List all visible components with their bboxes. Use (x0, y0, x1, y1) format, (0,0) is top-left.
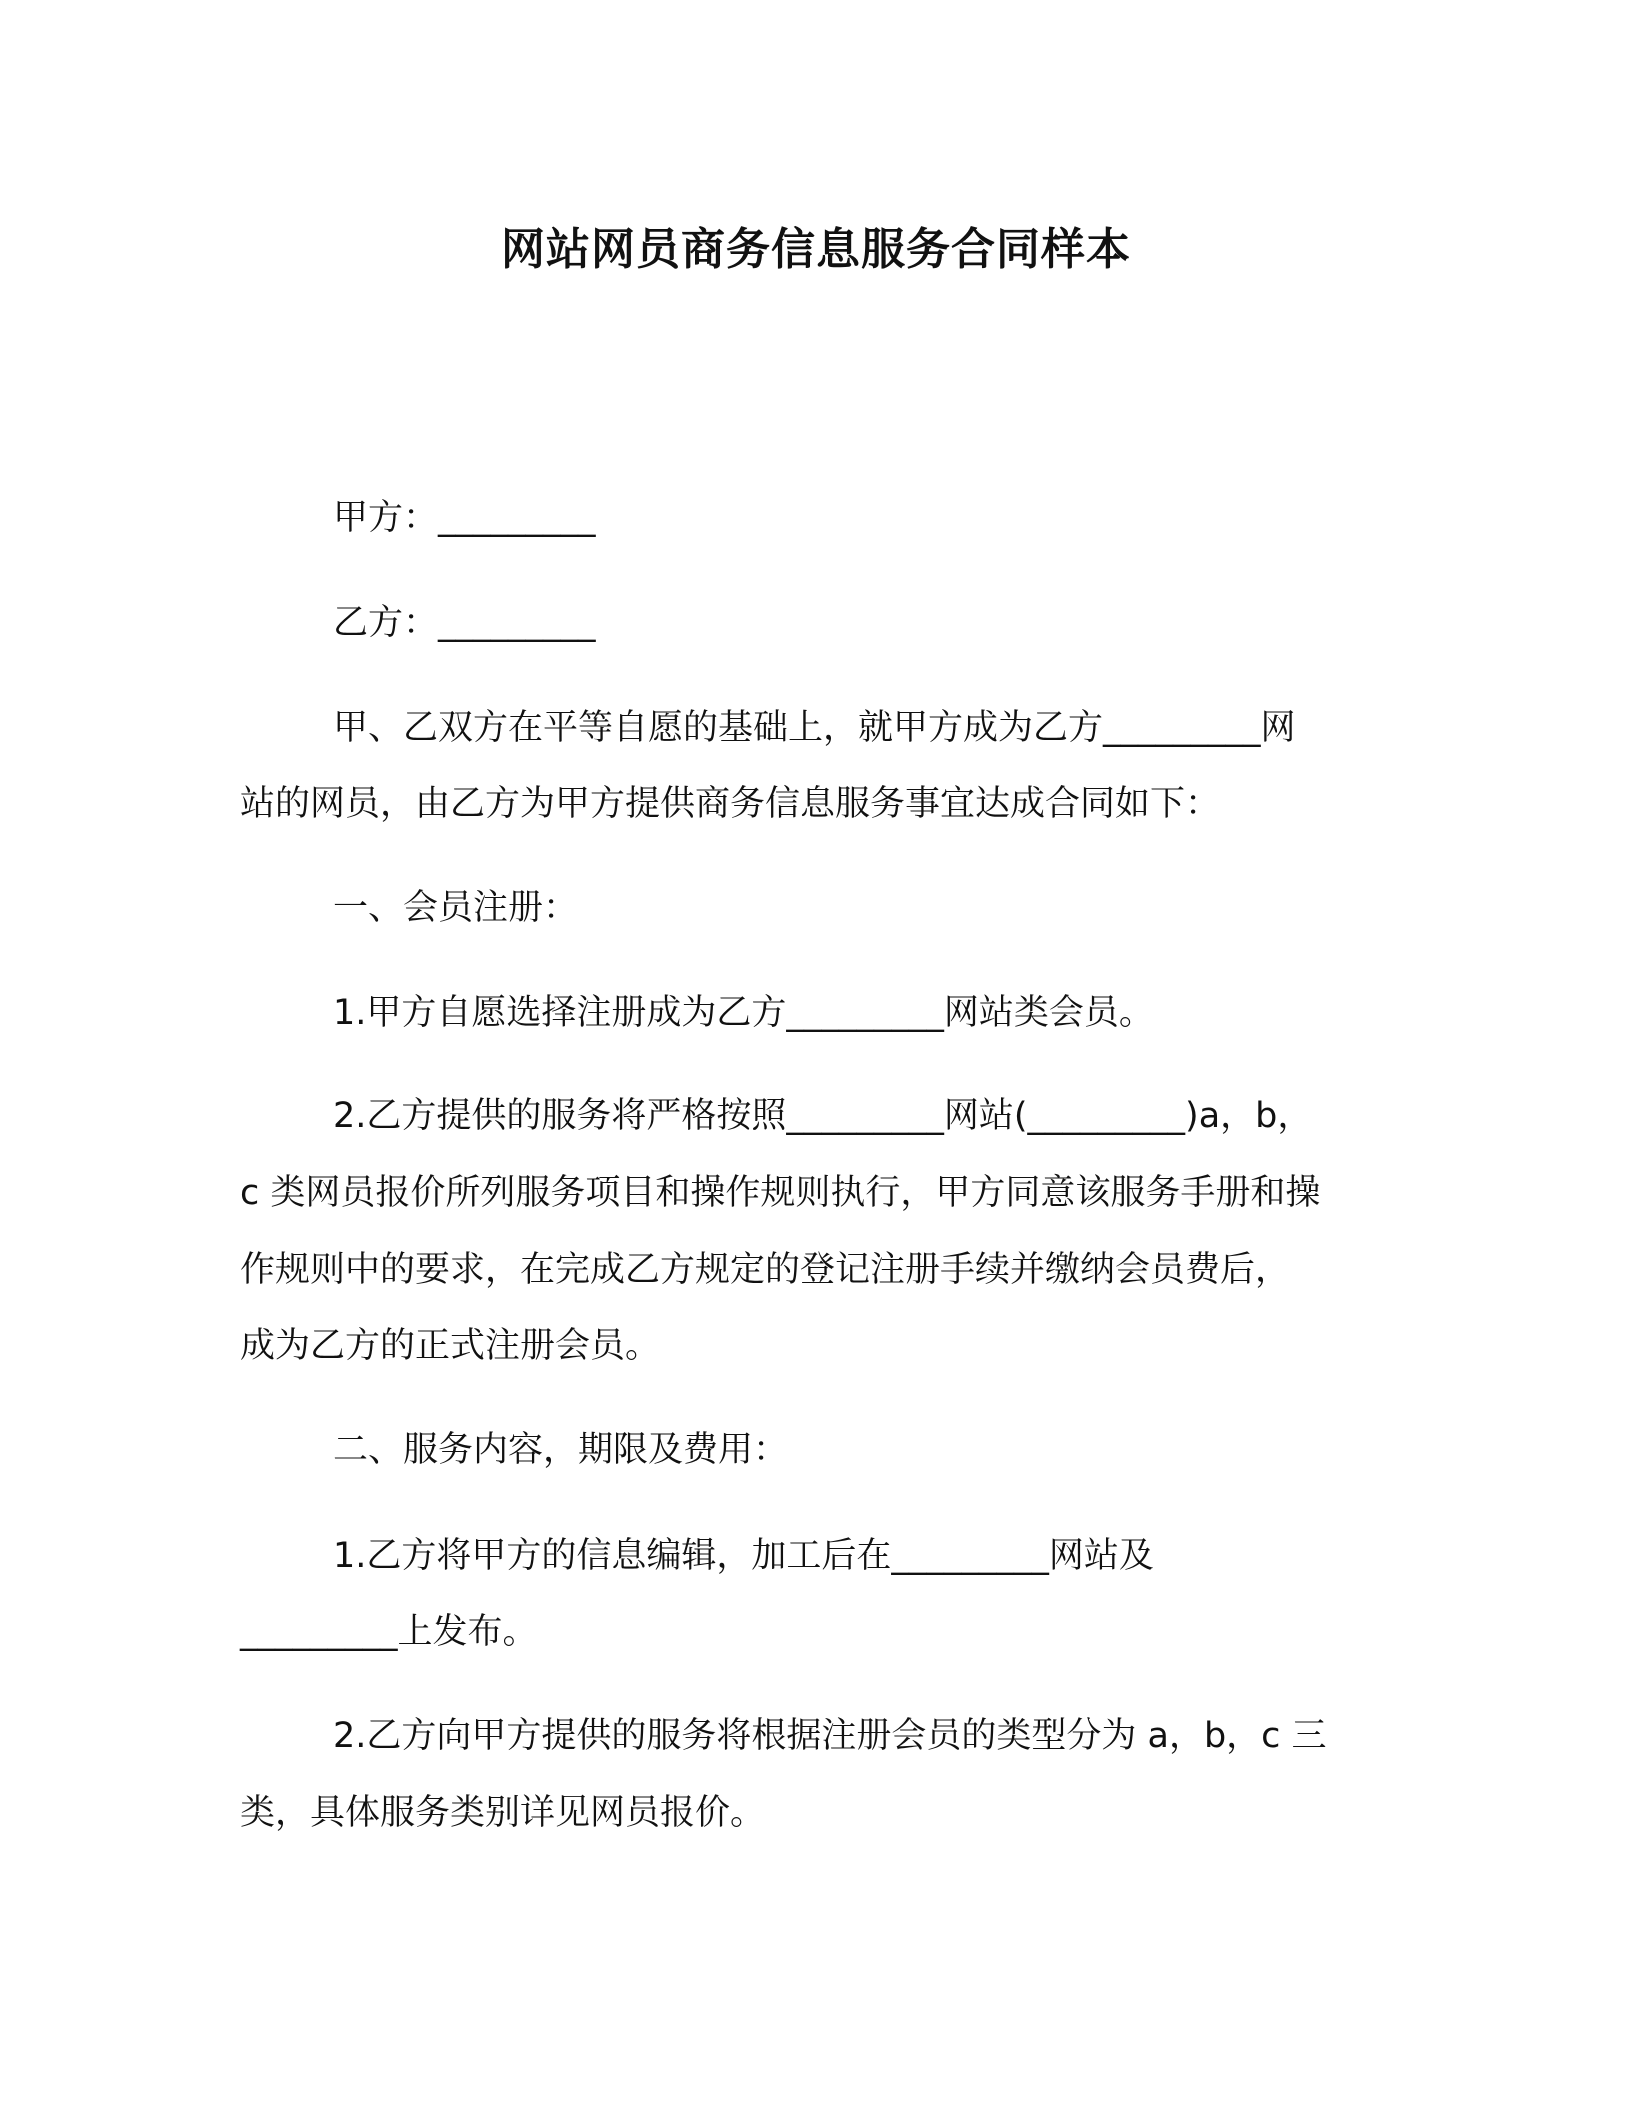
section-2-heading: 二、服务内容，期限及费用： (333, 1430, 789, 1470)
clause-1-2-line-2: c 类网员报价所列服务项目和操作规则执行，甲方同意该服务手册和操 (240, 1173, 1321, 1213)
clause-2-1-line-1: 1.乙方将甲方的信息编辑，加工后在_________网站及 (333, 1536, 1154, 1576)
clause-1-1: 1.甲方自愿选择注册成为乙方_________网站类会员。 (333, 993, 1154, 1033)
clause-1-2-line-4: 成为乙方的正式注册会员。 (240, 1326, 661, 1366)
clause-1-2-line-1: 2.乙方提供的服务将严格按照_________网站(_________)a，b， (333, 1096, 1313, 1136)
clause-2-2-line-1: 2.乙方向甲方提供的服务将根据注册会员的类型分为 a，b，c 三 (333, 1716, 1327, 1756)
party-b-line: 乙方：_________ (333, 603, 596, 643)
document-title: 网站网员商务信息服务合同样本 (501, 224, 1131, 275)
preamble-line-2: 站的网员，由乙方为甲方提供商务信息服务事宜达成合同如下： (240, 784, 1221, 824)
clause-1-2-line-3: 作规则中的要求，在完成乙方规定的登记注册手续并缴纳会员费后， (240, 1250, 1291, 1290)
preamble-line-1: 甲、乙双方在平等自愿的基础上，就甲方成为乙方_________网 (333, 708, 1296, 748)
section-1-heading: 一、会员注册： (333, 888, 579, 928)
party-a-line: 甲方：_________ (333, 498, 596, 538)
clause-2-1-line-2: _________上发布。 (240, 1612, 538, 1652)
clause-2-2-line-2: 类，具体服务类别详见网员报价。 (240, 1793, 766, 1833)
